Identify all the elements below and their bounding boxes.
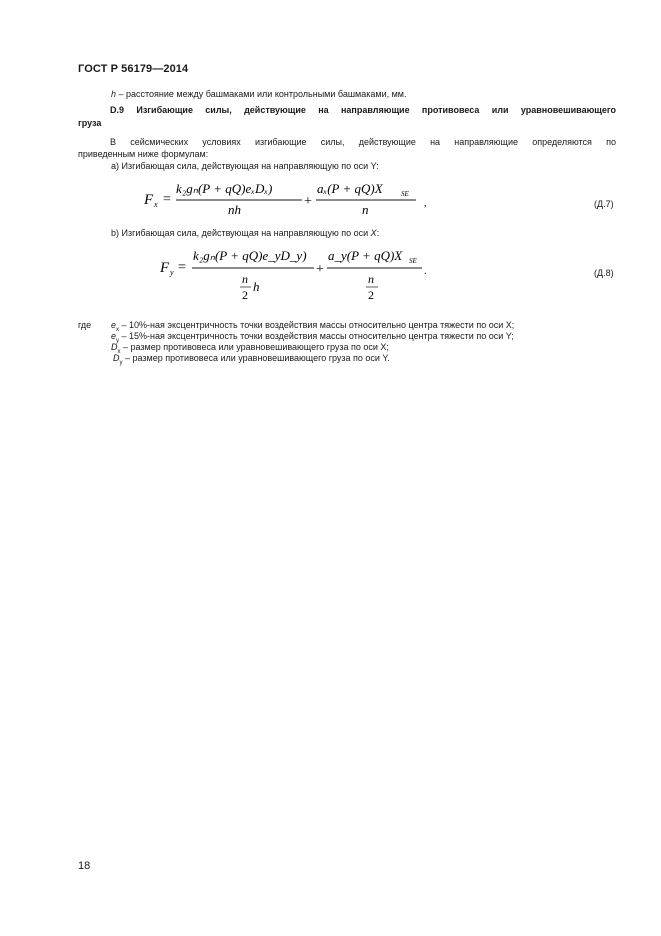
legend-symbol: e <box>111 320 117 330</box>
section-title-line2: груза <box>78 118 102 128</box>
legend-text: – 15%-ная эксцентричность точки воздействия массы относительно центра тяжести по оси Y; <box>119 331 514 341</box>
legend-symbol-sub: y <box>119 359 123 366</box>
legend-symbol: e <box>111 331 117 341</box>
standard-header: ГОСТ Р 56179—2014 <box>78 63 189 75</box>
item-b-axis: X <box>370 228 377 238</box>
legend-symbol-sub: x <box>117 348 121 355</box>
legend-symbol-sub: x <box>116 326 120 333</box>
intro-paragraph <box>78 136 616 160</box>
legend-text: – размер противовеса или уравновешивающего груза по оси X; <box>120 342 389 352</box>
equation-d8 <box>156 242 441 306</box>
legend-text: – размер противовеса или уравновешивающего груза по оси Y. <box>122 353 390 363</box>
legend-text: – 10%-ная эксцентричность точки воздействия массы относительно центра тяжести по оси X; <box>119 320 515 330</box>
eq2-den1-n: n <box>242 272 248 286</box>
equation-number-d7: (Д.7) <box>594 199 614 209</box>
item-b-text: b) Изгибающая сила, действующая на направляющую по оси <box>111 228 371 238</box>
h-symbol: h <box>111 89 117 99</box>
eq1-num2-sub: SE <box>401 190 409 198</box>
eq1-lhs-sub: x <box>154 200 158 209</box>
eq2-lhs-sub: y <box>170 268 174 277</box>
legend-symbol: D <box>111 342 118 352</box>
intro-paragraph-line1: В сейсмических условиях изгибающие силы, действующие на направляющие определяются по <box>110 137 616 147</box>
item-b-colon: : <box>376 228 380 238</box>
section-title-line1: D.9 Изгибающие силы, действующие на направляющие противовеса или уравновешивающего <box>110 105 616 115</box>
eq1-equals: = <box>163 192 171 207</box>
equation-number-d8: (Д.8) <box>594 268 614 278</box>
legend-item <box>113 353 390 369</box>
eq2-num2: a_y(P + qQ)X <box>328 248 403 263</box>
eq1-num1: k₂gₙ(P + qQ)eₓDₓ) <box>176 181 273 196</box>
eq2-lhs: F <box>160 260 170 276</box>
legend-where: где <box>78 320 92 330</box>
eq2-den2-2: 2 <box>368 288 374 302</box>
equation-d7 <box>140 176 440 222</box>
intro-paragraph-line2: приведенным ниже формулам: <box>78 149 209 159</box>
eq1-den2: n <box>362 202 369 217</box>
eq2-equals: = <box>178 260 186 275</box>
eq1-lhs: F <box>144 192 154 208</box>
eq2-den1-h: h <box>253 279 260 294</box>
eq2-tail: . <box>424 266 427 277</box>
h-definition-text: – расстояние между башмаками или контрольными башмаками, мм. <box>116 89 407 99</box>
eq1-tail: , <box>424 198 427 209</box>
h-definition <box>111 88 406 100</box>
eq2-num2-sub: SE <box>409 257 417 265</box>
item-a: a) Изгибающая сила, действующая на направляющую по оси Y: <box>111 161 379 171</box>
eq1-den1: nh <box>228 202 241 217</box>
eq1-plus: + <box>304 194 312 209</box>
eq1-num2: aₓ(P + qQ)X <box>317 181 383 196</box>
section-title <box>78 104 616 130</box>
eq2-num1: k₂gₙ(P + qQ)e_yD_y) <box>193 248 307 263</box>
eq2-plus: + <box>316 262 324 277</box>
legend-symbol: D <box>113 353 120 363</box>
eq2-den2-n: n <box>368 272 374 286</box>
item-b <box>111 227 379 239</box>
eq2-den1-2: 2 <box>242 288 248 302</box>
page-number: 18 <box>78 860 91 872</box>
legend-symbol-sub: y <box>116 337 120 344</box>
